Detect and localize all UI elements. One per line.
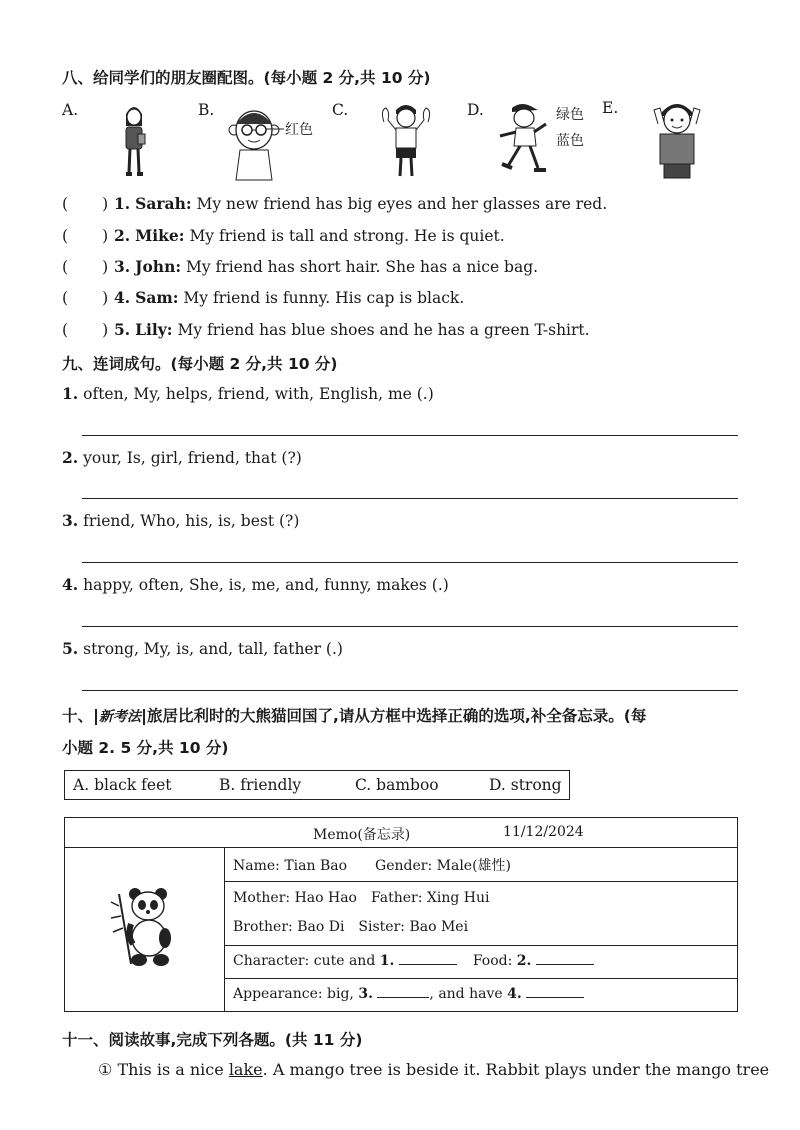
answer-line-3[interactable]	[82, 562, 738, 563]
item-text: My new friend has big eyes and her glasses are red.	[196, 195, 608, 213]
option-c: C. bamboo	[355, 776, 439, 794]
character-value: cute and	[313, 953, 376, 969]
item-number: 2.	[114, 226, 131, 245]
item-number: 4.	[62, 575, 79, 594]
item-text: My friend is funny. His cap is black.	[183, 289, 465, 307]
section-9-title: 九、连词成句。(每小题 2 分,共 10 分)	[62, 355, 338, 373]
picture-label-d: D.	[467, 101, 484, 119]
item-text: My friend is tall and strong. He is quiet.	[189, 227, 505, 245]
item-number: 1.	[114, 194, 131, 213]
father-value: Xing Hui	[426, 890, 490, 906]
answer-line-4[interactable]	[82, 626, 738, 627]
paragraph-marker: ①	[98, 1060, 113, 1079]
option-b: B. friendly	[219, 776, 302, 794]
option-a: A. black feet	[73, 776, 172, 794]
answer-line-2[interactable]	[82, 498, 738, 499]
new-exam-tag: 新考法	[95, 709, 145, 725]
panda-icon	[109, 884, 181, 970]
name-label: Name:	[233, 858, 280, 874]
memo-date: 11/12/2024	[503, 824, 584, 840]
speaker-name: Lily:	[135, 320, 173, 339]
word-list: often, My, helps, friend, with, English, me (.)	[83, 385, 434, 403]
blank-3[interactable]	[377, 986, 429, 998]
matching-item-3	[62, 257, 538, 276]
picture-label-e: E.	[602, 99, 619, 117]
item-number: 5.	[114, 320, 131, 339]
memo-row-name	[225, 848, 737, 882]
gender-label: Gender:	[375, 858, 433, 874]
memo-title: Memo(备忘录)	[313, 827, 411, 843]
speaker-name: Sam:	[135, 288, 179, 307]
mother-value: Hao Hao	[294, 890, 357, 906]
memo-row-character	[225, 946, 737, 979]
word-list: strong, My, is, and, tall, father (.)	[83, 640, 343, 658]
brother-label: Brother:	[233, 919, 293, 935]
answer-paren-3[interactable]: ( )	[62, 258, 109, 276]
paragraph-text-rest: . A mango tree is beside it. Rabbit plays under the mango tree	[262, 1060, 770, 1079]
speaker-name: Mike:	[135, 226, 185, 245]
paragraph-text: This is a nice	[117, 1060, 224, 1079]
matching-item-2	[62, 226, 505, 245]
sentence-item-5	[62, 639, 343, 658]
options-box	[64, 770, 570, 800]
item-number: 1.	[62, 384, 79, 403]
speaker-name: Sarah:	[135, 194, 192, 213]
answer-paren-4[interactable]: ( )	[62, 289, 109, 307]
item-number: 2.	[62, 448, 79, 467]
sentence-item-2	[62, 448, 302, 467]
blank-1-number: 1.	[379, 953, 395, 969]
blank-4[interactable]	[526, 986, 584, 998]
picture-label-b: B.	[198, 101, 215, 119]
answer-line-1[interactable]	[82, 435, 738, 436]
picture-c-strong-boy-illustration	[378, 100, 434, 180]
sentence-item-1	[62, 384, 434, 403]
section-8-title: 八、给同学们的朋友圈配图。(每小题 2 分,共 10 分)	[62, 69, 431, 87]
matching-item-1	[62, 194, 607, 213]
father-label: Father:	[370, 890, 423, 906]
word-list: happy, often, She, is, me, and, funny, makes (.)	[83, 576, 449, 594]
gender-value: Male(雄性)	[436, 858, 512, 874]
word-list: your, Is, girl, friend, that (?)	[83, 449, 302, 467]
picture-e-boy-illustration	[650, 98, 704, 180]
picture-b-girl-glasses-illustration	[226, 102, 286, 182]
item-text: My friend has short hair. She has a nice bag.	[186, 258, 539, 276]
answer-paren-5[interactable]: ( )	[62, 321, 109, 339]
section-11-title: 十一、阅读故事,完成下列各题。(共 11 分)	[62, 1031, 363, 1049]
memo-header	[65, 818, 737, 848]
item-number: 5.	[62, 639, 79, 658]
option-d: D. strong	[489, 776, 562, 794]
picture-b-annotation-red: 红色	[285, 122, 313, 138]
memo-row-family	[225, 882, 737, 946]
picture-d-annotation-blue: 蓝色	[556, 133, 584, 149]
panda-picture-cell	[65, 848, 225, 1011]
sentence-item-4	[62, 575, 449, 594]
underlined-word: lake	[228, 1060, 263, 1079]
appearance-label: Appearance:	[233, 986, 323, 1002]
name-value: Tian Bao	[284, 858, 348, 874]
item-number: 3.	[62, 511, 79, 530]
item-number: 3.	[114, 257, 131, 276]
picture-d-annotation-green: 绿色	[556, 107, 584, 123]
picture-label-a: A.	[62, 101, 79, 119]
sister-label: Sister:	[358, 919, 405, 935]
sentence-item-3	[62, 511, 299, 530]
item-number: 4.	[114, 288, 131, 307]
blank-4-number: 4.	[507, 986, 522, 1002]
appearance-value: big,	[327, 986, 354, 1002]
answer-line-5[interactable]	[82, 690, 738, 691]
section-10-title	[62, 704, 646, 726]
section-10-number: 十、	[62, 707, 94, 725]
picture-a-girl-illustration	[118, 100, 150, 180]
word-list: friend, Who, his, is, best (?)	[83, 512, 300, 530]
answer-paren-1[interactable]: ( )	[62, 195, 109, 213]
item-text: My friend has blue shoes and he has a green T-shirt.	[177, 321, 590, 339]
answer-paren-2[interactable]: ( )	[62, 227, 109, 245]
matching-item-4	[62, 288, 464, 307]
story-paragraph-1	[98, 1060, 769, 1079]
picture-label-c: C.	[332, 101, 349, 119]
matching-item-5	[62, 320, 590, 339]
blank-1[interactable]	[399, 953, 457, 965]
sister-value: Bao Mei	[409, 919, 469, 935]
blank-2-number: 2.	[516, 953, 532, 969]
brother-value: Bao Di	[297, 919, 345, 935]
blank-3-number: 3.	[358, 986, 373, 1002]
memo-table	[64, 817, 738, 1012]
memo-row-appearance	[225, 979, 737, 1011]
speaker-name: John:	[135, 257, 182, 276]
blank-2[interactable]	[536, 953, 594, 965]
character-label: Character:	[233, 953, 310, 969]
picture-d-running-boy-illustration	[494, 100, 554, 180]
and-have-text: , and have	[429, 986, 503, 1002]
food-label: Food:	[472, 953, 513, 969]
section-10-instructions: 旅居比利时的大熊猫回国了,请从方框中选择正确的选项,补全备忘录。(每	[147, 707, 647, 725]
mother-label: Mother:	[233, 890, 291, 906]
section-10-title-line2: 小题 2. 5 分,共 10 分)	[62, 739, 229, 757]
